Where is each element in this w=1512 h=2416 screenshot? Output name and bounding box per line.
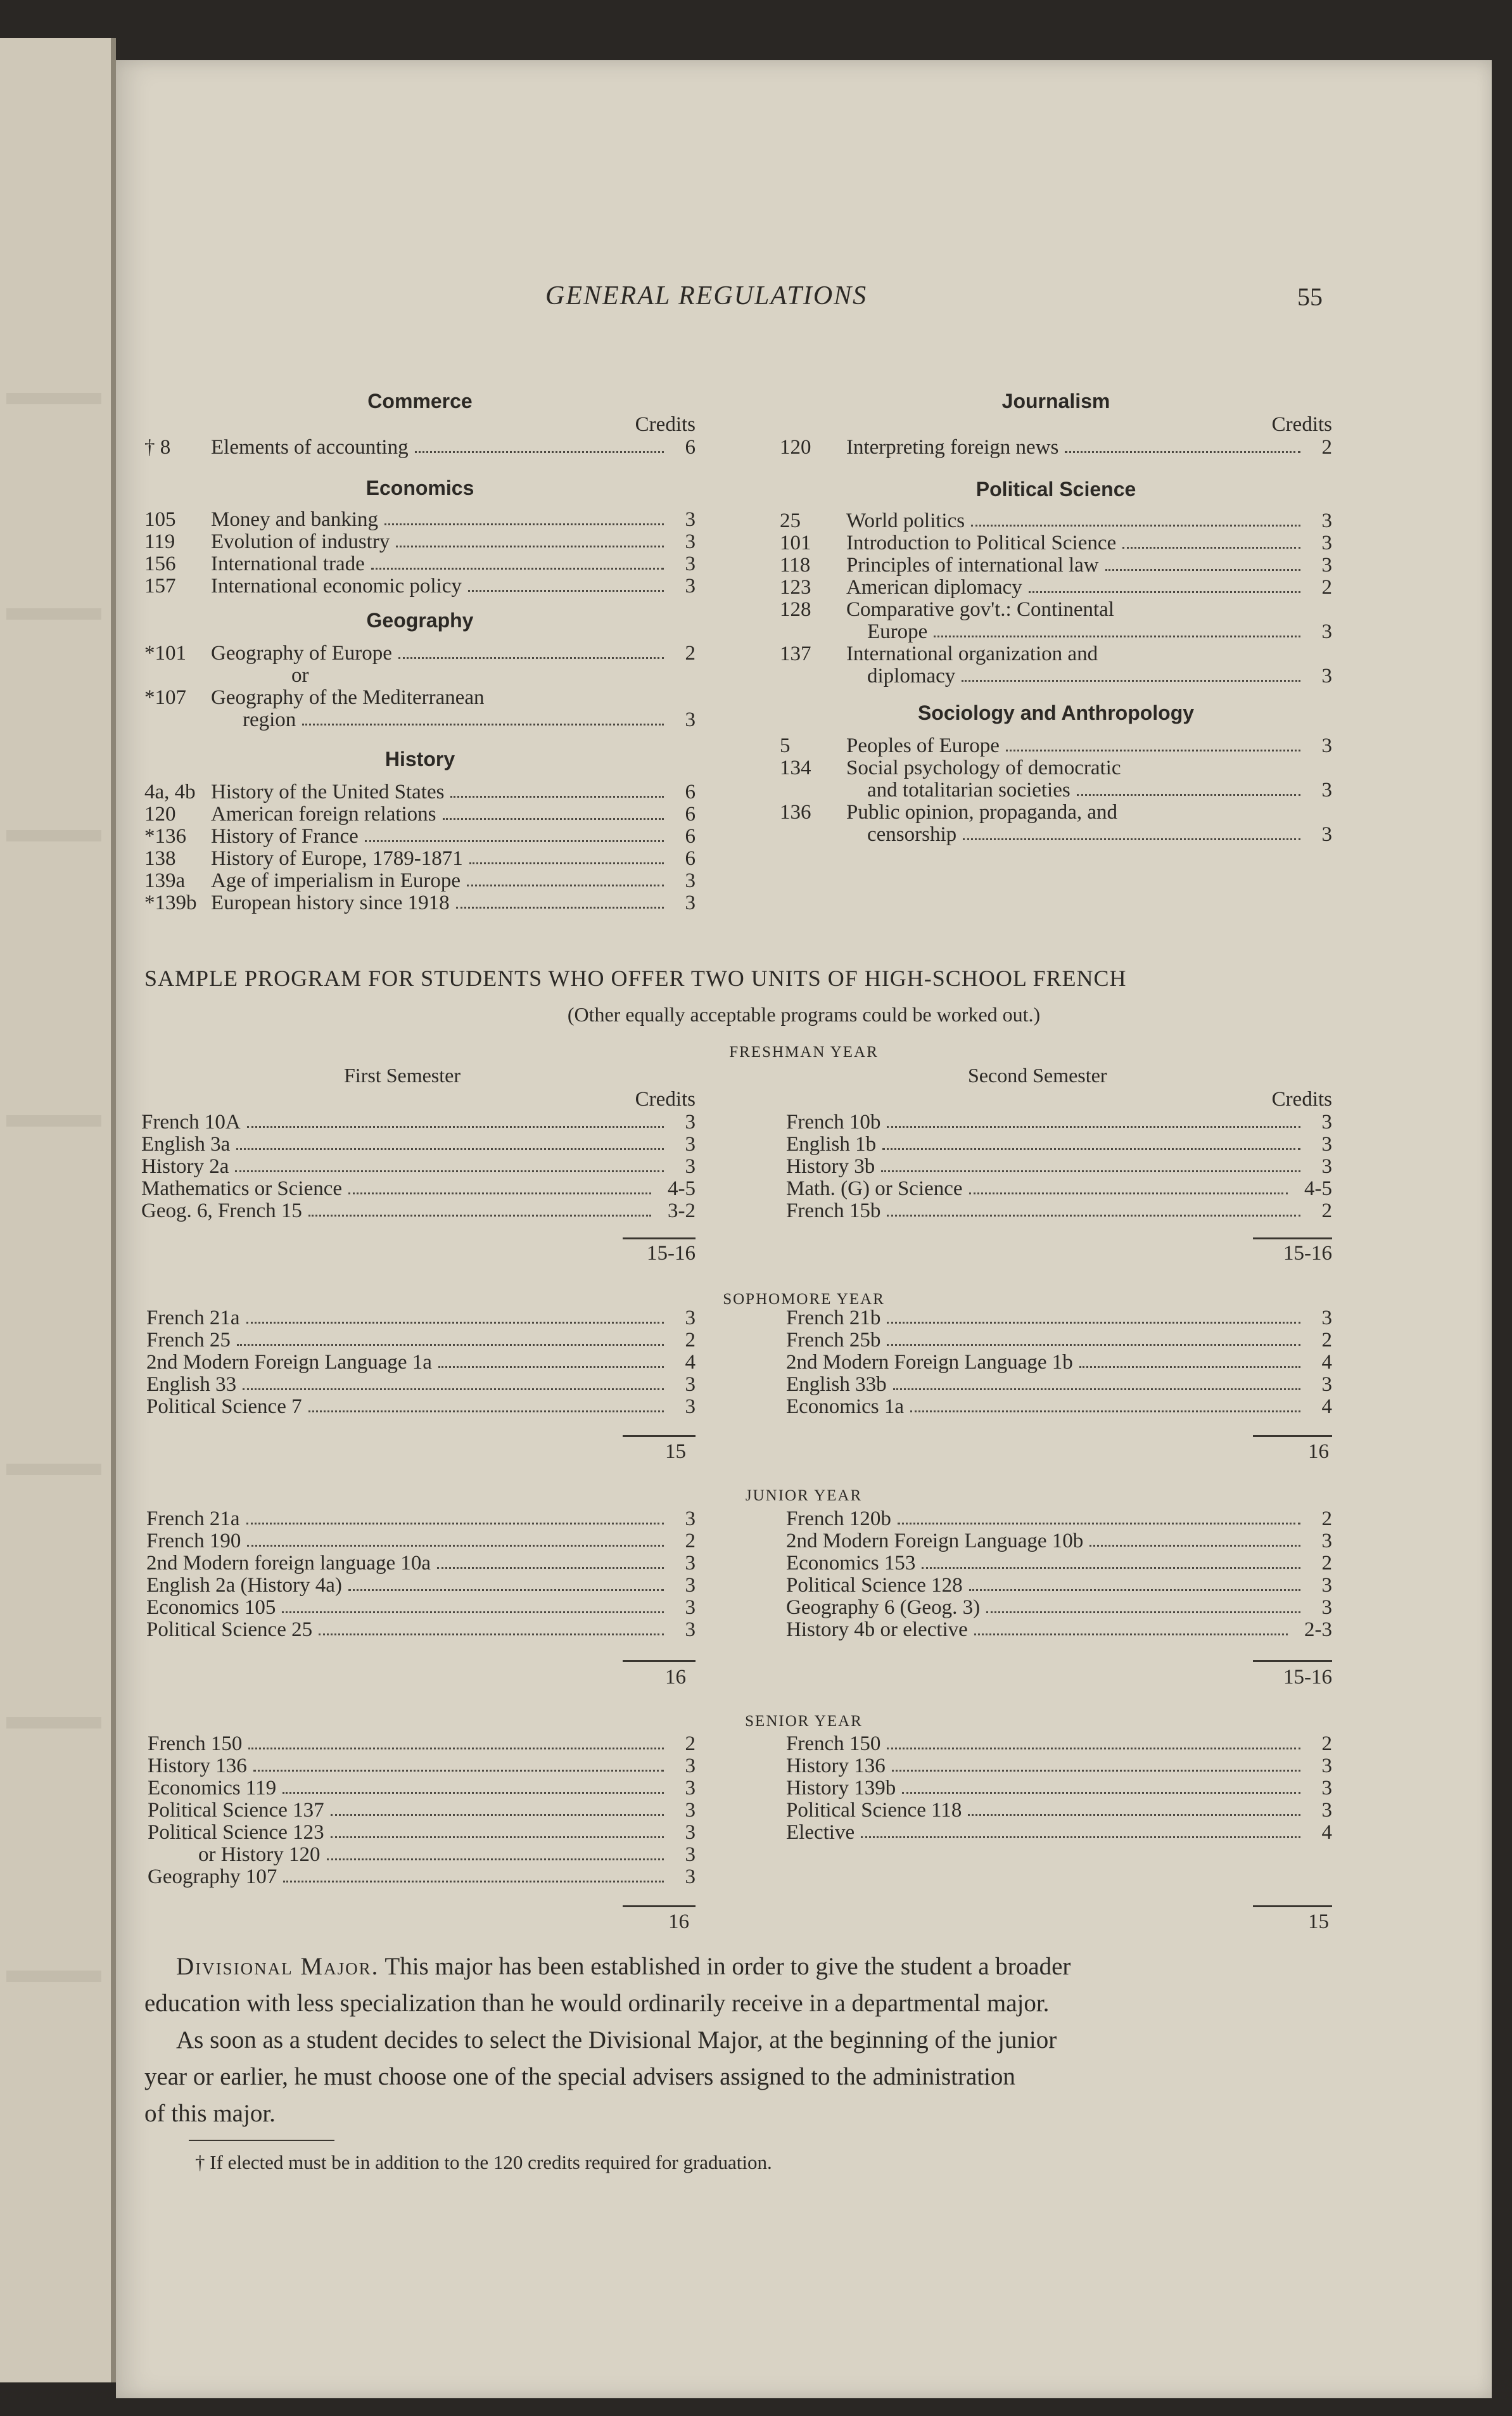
program-row: English 1b 3 [786,1133,1332,1156]
total-rule [1253,1237,1332,1239]
ghost-text [6,608,101,620]
program-row: English 2a (History 4a) 3 [146,1574,696,1597]
course-row: † 8 Elements of accounting 6 [144,436,696,459]
total-second: 15 [1308,1910,1329,1933]
program-row: or History 120 3 [198,1843,696,1866]
program-row: Elective 4 [786,1821,1332,1844]
program-row: French 150 2 [786,1732,1332,1755]
ghost-text [6,1464,101,1475]
footnote: † If elected must be in addition to the 120 credits required for graduation. [195,2151,772,2173]
total-rule [623,1660,696,1662]
program-row: Economics 119 3 [148,1777,696,1799]
program-row: History 136 3 [786,1754,1332,1777]
program-row: French 21a 3 [146,1307,696,1329]
program-row: Political Science 7 3 [146,1395,696,1418]
total-first: 16 [665,1666,686,1689]
ghost-text [6,1115,101,1127]
ghost-text [6,393,101,404]
facing-page-edge [0,38,116,2382]
program-row: Geog. 6, French 15 3-2 [141,1199,696,1222]
course-row: *139b European history since 1918 3 [144,892,696,914]
program-row: Geography 107 3 [148,1865,696,1888]
credits-header: Credits [1271,413,1332,436]
program-row: French 21a 3 [146,1507,696,1530]
sample-program-title: SAMPLE PROGRAM FOR STUDENTS WHO OFFER TWO UNITS OF HIGH-SCHOOL FRENCH [144,966,1127,991]
program-row: History 2a 3 [141,1155,696,1178]
year-heading: SENIOR YEAR [745,1713,863,1730]
sample-program-subtitle: (Other equally acceptable programs could be worked out.) [567,1003,1041,1026]
course-row: 157 International economic policy 3 [144,575,696,598]
course-row-cont: Europe 3 [867,620,1332,643]
year-heading: FRESHMAN YEAR [729,1044,879,1061]
course-row: 118 Principles of international law 3 [780,554,1332,577]
or-text: or [291,664,309,687]
year-heading: JUNIOR YEAR [745,1487,863,1504]
program-row: Geography 6 (Geog. 3) 3 [786,1596,1332,1619]
program-row: 2nd Modern Foreign Language 1a 4 [146,1351,696,1374]
page-number: 55 [1297,283,1323,311]
course-row: 25 World politics 3 [780,509,1332,532]
program-row: French 10b 3 [786,1111,1332,1134]
program-row: French 25 2 [146,1329,696,1352]
total-second: 16 [1308,1440,1329,1463]
section-title-journalism: Journalism [1001,390,1110,412]
program-row: Political Science 118 3 [786,1799,1332,1822]
junior-second-semester [786,1508,1332,1641]
total-second: 15-16 [1283,1242,1332,1265]
course-row: *101 Geography of Europe 2 [144,642,696,665]
course-row: 134 Social psychology of democratic [780,757,1121,779]
total-rule [623,1435,696,1437]
course-row: 156 International trade 3 [144,553,696,575]
credits-header: Credits [635,1088,696,1111]
first-semester-label: First Semester [344,1064,461,1087]
course-row: 123 American diplomacy 2 [780,576,1332,599]
course-row-cont: diplomacy 3 [867,665,1332,687]
program-row: Political Science 137 3 [148,1799,696,1822]
program-row: Political Science 128 3 [786,1574,1332,1597]
program-row: History 139b 3 [786,1777,1332,1799]
document-page [116,60,1492,2398]
section-title-sociology: Sociology and Anthropology [917,701,1195,724]
program-row: French 190 2 [146,1530,696,1552]
course-row: 101 Introduction to Political Science 3 [780,532,1332,554]
year-heading: SOPHOMORE YEAR [723,1291,885,1308]
total-rule [623,1237,696,1239]
total-rule [1253,1905,1332,1907]
program-row: 2nd Modern Foreign Language 10b 3 [786,1530,1332,1552]
left-course-column [144,390,696,914]
program-row: French 25b 2 [786,1329,1332,1352]
freshman-second-semester [786,1088,1332,1222]
program-row: French 15b 2 [786,1199,1332,1222]
course-row-cont: and totalitarian societies 3 [867,779,1332,802]
program-row: History 3b 3 [786,1155,1332,1178]
running-header: GENERAL REGULATIONS [545,281,868,310]
program-row: French 150 2 [148,1732,696,1755]
course-row: 138 History of Europe, 1789-1871 6 [144,847,696,870]
course-row: 139a Age of imperialism in Europe 3 [144,869,696,892]
section-title-geography: Geography [366,609,474,632]
program-row: 2nd Modern Foreign Language 1b 4 [786,1351,1332,1374]
course-row: 136 Public opinion, propaganda, and [780,801,1118,824]
section-title-commerce: Commerce [367,390,473,412]
ghost-text [6,830,101,841]
ghost-text [6,1717,101,1729]
course-row: 4a, 4b History of the United States 6 [144,781,696,803]
total-first: 16 [668,1910,689,1933]
program-row: Political Science 123 3 [148,1821,696,1844]
junior-first-semester [146,1508,696,1641]
course-row: 137 International organization and [780,642,1098,665]
ghost-text [6,1971,101,1982]
program-row: 2nd Modern foreign language 10a 3 [146,1552,696,1575]
program-row: English 33 3 [146,1373,696,1396]
course-row-cont: censorship 3 [867,823,1332,846]
program-row: History 136 3 [148,1754,696,1777]
program-row: History 4b or elective 2-3 [786,1618,1332,1641]
divisional-major-paragraph: Divisional Major. This major has been established in order to give the student a broader education with less specialization than he would ordinarily receive in a departmental major. As soon as a student decides to select the Divisional Major, at the beginning of the junior year or earlier, he must choose one of the special advisers assigned to the administration of this major. [144,1953,1071,2127]
total-rule [1253,1435,1332,1437]
footnote-rule [189,2140,334,2141]
divisional-major-heading: Divisional Major. [176,1953,379,1980]
senior-first-semester [148,1733,696,1888]
program-row: Economics 105 3 [146,1596,696,1619]
section-title-political-science: Political Science [975,478,1136,501]
course-row-cont: region 3 [243,708,696,731]
course-row: *107 Geography of the Mediterranean [144,686,485,709]
freshman-first-semester [141,1088,696,1222]
right-course-column [780,390,1332,846]
senior-second-semester [786,1733,1332,1844]
program-row: English 3a 3 [141,1133,696,1156]
sophomore-first-semester [146,1307,696,1418]
program-row: Mathematics or Science 4-5 [141,1177,696,1200]
program-row: English 33b 3 [786,1373,1332,1396]
second-semester-label: Second Semester [968,1064,1107,1087]
course-row: 120 American foreign relations 6 [144,803,696,826]
course-row: 120 Interpreting foreign news 2 [780,436,1332,459]
total-first: 15 [665,1440,686,1463]
total-first: 15-16 [647,1242,696,1265]
program-row: French 10A 3 [141,1111,696,1134]
program-row: French 120b 2 [786,1507,1332,1530]
course-row: 105 Money and banking 3 [144,508,696,531]
program-row: Political Science 25 3 [146,1618,696,1641]
program-row: French 21b 3 [786,1307,1332,1329]
program-row: Economics 1a 4 [786,1395,1332,1418]
program-row: Math. (G) or Science 4-5 [786,1177,1332,1200]
course-row: 119 Evolution of industry 3 [144,530,696,553]
credits-header: Credits [1271,1088,1332,1111]
section-title-economics: Economics [365,476,474,499]
credits-header: Credits [635,413,696,436]
total-rule [623,1905,696,1907]
sophomore-second-semester [786,1307,1332,1418]
program-row: Economics 153 2 [786,1552,1332,1575]
course-row: 128 Comparative gov't.: Continental [780,598,1114,621]
section-title-history: History [384,748,455,770]
course-row: *136 History of France 6 [144,825,696,848]
course-row: 5 Peoples of Europe 3 [780,734,1332,757]
total-second: 15-16 [1283,1666,1332,1689]
total-rule [1253,1660,1332,1662]
